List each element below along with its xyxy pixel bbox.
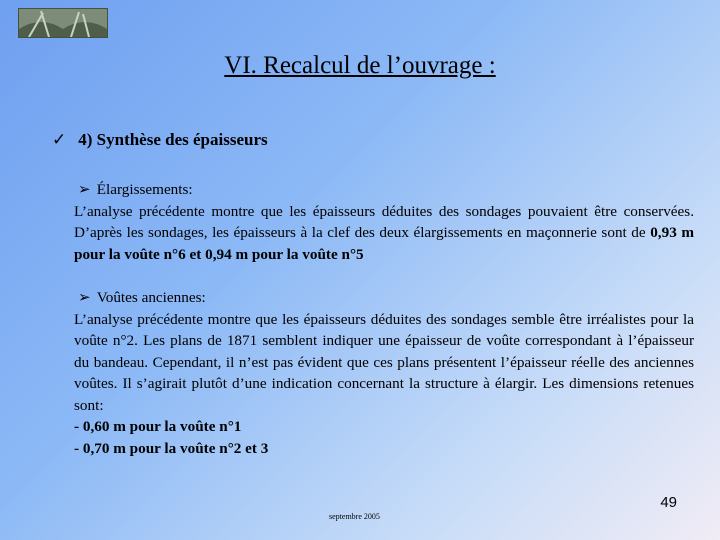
- paragraph-bold-text: 0,93 m pour la voûte n°6 et 0,94 m pour la voûte n°5: [74, 224, 694, 263]
- dimension-item: - 0,70 m pour la voûte n°2 et 3: [74, 439, 269, 457]
- dimension-item: - 0,60 m pour la voûte n°1: [74, 418, 242, 435]
- paragraph-text: L’analyse précédente montre que les épaisseurs déduites des sondages pouvaient être conservées. D’après les sondages, les épaisseurs à la clef des deux élargissements en maçonnerie sont de: [74, 202, 694, 241]
- arrow-bullet-icon: ➢: [78, 181, 91, 198]
- bullet-paragraph: [74, 201, 694, 266]
- bullet-heading: [74, 287, 694, 309]
- slide-title: VI. Recalcul de l’ouvrage :: [224, 52, 496, 79]
- bullet-heading: [74, 179, 694, 201]
- checkmark-icon: ✓: [52, 130, 67, 149]
- bullet-heading-text: Voûtes anciennes:: [96, 289, 206, 306]
- bullet-heading-text: Élargissements:: [96, 181, 193, 198]
- arrow-bullet-icon: ➢: [78, 289, 91, 306]
- section-heading: [52, 130, 268, 150]
- footer-date: septembre 2005: [329, 512, 380, 521]
- section-heading-text: 4) Synthèse des épaisseurs: [78, 130, 268, 149]
- bridge-photo-thumbnail: [18, 8, 108, 38]
- slide-number: 49: [660, 494, 677, 511]
- bullet-paragraph: L’analyse précédente montre que les épaisseurs déduites des sondages semble être irréalistes pour la voûte n°2. Les plans de 1871 semblent indiquer une épaisseur de voûte correspondant à l’épaisseur du bandeau. Cependant, il n’est pas évident que ces plans présentent l’épaisseur réelle des anciennes voûtes. Il s’agirait plutôt d’une indication concernant la structure à élargir. Les dimensions retenues sont:: [74, 310, 694, 414]
- bullet-voutes-anciennes: [74, 287, 694, 459]
- bullet-elargissements: [74, 179, 694, 265]
